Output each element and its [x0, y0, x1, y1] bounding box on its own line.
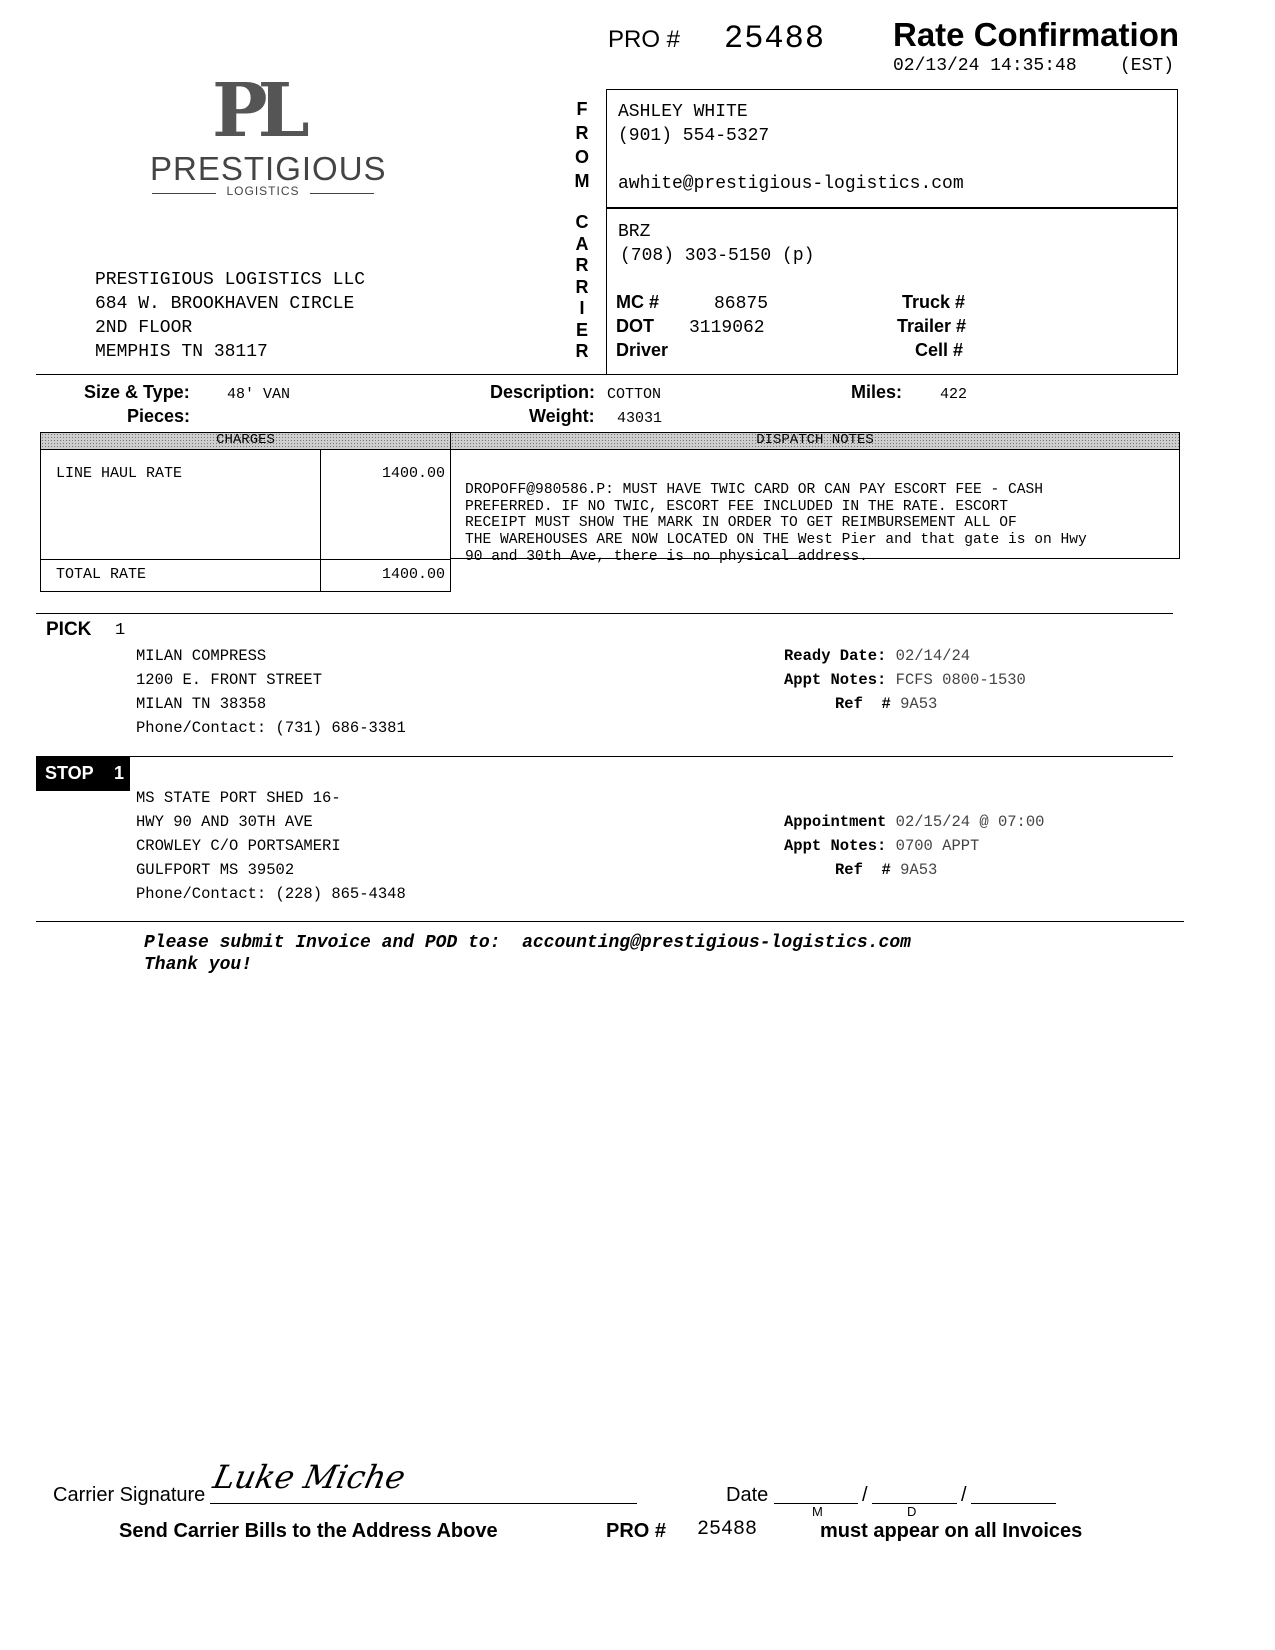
from-phone: (901) 554-5327	[618, 126, 770, 146]
pick-appt-notes-value: FCFS 0800-1530	[895, 671, 1026, 689]
line-haul-label-cell	[40, 449, 321, 560]
invoice-instructions-prefix: Please submit Invoice and POD to:	[144, 933, 501, 953]
cell-label: Cell #	[915, 340, 964, 360]
charges-header: CHARGES	[40, 432, 451, 450]
stop-line: MS STATE PORT SHED 16-	[136, 789, 341, 807]
dispatch-note-line: PREFERRED. IF NO TWIC, ESCORT FEE INCLUDED IN THE RATE. ESCORT	[465, 498, 1008, 515]
stop-badge	[36, 757, 130, 791]
stop-line: HWY 90 AND 30TH AVE	[136, 813, 313, 831]
date-label: Date	[726, 1484, 769, 1506]
pick-divider	[36, 613, 1173, 614]
stop-divider	[36, 756, 1173, 757]
carrier-box	[606, 207, 1178, 375]
total-rate-amount-cell	[320, 559, 451, 592]
weight-label: Weight:	[529, 406, 595, 426]
company-name: PRESTIGIOUS LOGISTICS LLC	[95, 270, 366, 290]
company-city-state-zip: MEMPHIS TN 38117	[95, 342, 268, 362]
pick-line: MILAN TN 38358	[136, 695, 267, 713]
company-address-line1: 684 W. BROOKHAVEN CIRCLE	[95, 294, 355, 314]
carrier-signature-label: Carrier Signature	[53, 1484, 206, 1506]
stop-line: GULFPORT MS 39502	[136, 861, 295, 879]
dot-number: 3119062	[689, 318, 765, 338]
logo-mark: PL	[212, 68, 300, 154]
total-rate-label-cell	[40, 559, 321, 592]
stop-appt-notes-value: 0700 APPT	[895, 837, 980, 855]
size-type-label: Size & Type:	[84, 382, 190, 402]
stop-details	[784, 810, 1044, 882]
pick-ref-label: Ref #	[835, 695, 891, 713]
pick-line: MILAN COMPRESS	[136, 647, 267, 665]
pro-number: 25488	[724, 20, 826, 57]
company-logo	[150, 68, 387, 200]
company-address-line2: 2ND FLOOR	[95, 318, 193, 338]
line-haul-amount-cell	[320, 449, 451, 560]
date-sep: /	[862, 1484, 868, 1506]
date-year-line[interactable]	[971, 1503, 1056, 1504]
stop-line: Phone/Contact: (228) 865-4348	[136, 885, 406, 903]
truck-label: Truck #	[902, 292, 966, 312]
stop-appt-notes-label: Appt Notes:	[784, 837, 887, 855]
weight-value: 43031	[617, 410, 663, 427]
carrier-label: C A R R I E R	[575, 212, 589, 361]
total-rate-label: TOTAL RATE	[56, 566, 147, 583]
dot-label: DOT	[616, 316, 654, 336]
thank-you: Thank you!	[144, 955, 253, 975]
logo-sub: LOGISTICS	[226, 184, 300, 198]
driver-label: Driver	[616, 340, 669, 360]
dispatch-note-line: THE WAREHOUSES ARE NOW LOCATED ON THE West Pier and that gate is on Hwy	[465, 532, 1087, 549]
pro-label: PRO #	[608, 26, 681, 53]
total-rate-amount: 1400.00	[381, 566, 445, 583]
trailer-label: Trailer #	[897, 316, 967, 336]
stop-number: 1	[114, 763, 125, 783]
pieces-label: Pieces:	[127, 406, 191, 426]
timestamp: 02/13/24 14:35:48	[893, 56, 1077, 76]
appointment-value: 02/15/24 @ 07:00	[895, 813, 1045, 831]
miles-value: 422	[940, 386, 968, 403]
pick-details	[784, 644, 1026, 716]
ready-date-label: Ready Date:	[784, 647, 887, 665]
pick-label: PICK	[46, 619, 92, 640]
header-divider	[36, 374, 1178, 375]
description-label: Description:	[490, 382, 596, 402]
description-value: COTTON	[607, 386, 662, 403]
document-title: Rate Confirmation	[893, 16, 1180, 53]
stop-ref-value: 9A53	[900, 861, 938, 879]
timezone: (EST)	[1120, 56, 1175, 76]
pick-ref-value: 9A53	[900, 695, 938, 713]
must-appear-note: must appear on all Invoices	[820, 1520, 1083, 1542]
logo-name: PRESTIGIOUS	[150, 150, 387, 187]
from-name: ASHLEY WHITE	[618, 102, 748, 122]
dispatch-note-line: 90 and 30th Ave, there is no physical address.	[465, 548, 868, 565]
miles-label: Miles:	[851, 382, 903, 402]
pick-line: 1200 E. FRONT STREET	[136, 671, 323, 689]
carrier-name: BRZ	[618, 222, 651, 242]
company-address	[95, 268, 365, 364]
dispatch-notes-text	[465, 465, 1087, 599]
appointment-label: Appointment	[784, 813, 887, 831]
month-hint: M	[812, 1504, 823, 1519]
from-email: awhite@prestigious-logistics.com	[618, 174, 964, 194]
ready-date-value: 02/14/24	[895, 647, 971, 665]
carrier-signature-image: Luke Miche	[209, 1458, 409, 1496]
line-haul-label: LINE HAUL RATE	[56, 465, 183, 482]
accounting-email[interactable]: accounting@prestigious-logistics.com	[522, 933, 911, 953]
invoice-instructions	[144, 932, 911, 976]
pick-line: Phone/Contact: (731) 686-3381	[136, 719, 406, 737]
from-box	[606, 89, 1178, 209]
stop-label: STOP	[45, 763, 94, 783]
mc-number: 86875	[714, 294, 769, 314]
carrier-phone: (708) 303-5150 (p)	[620, 246, 815, 266]
from-label: F R O M	[574, 99, 590, 191]
dispatch-note-line: DROPOFF@980586.P: MUST HAVE TWIC CARD OR CAN PAY ESCORT FEE - CASH	[465, 481, 1044, 498]
send-bills-note: Send Carrier Bills to the Address Above	[119, 1520, 498, 1542]
stop-address	[136, 786, 406, 906]
carrier-signature-line[interactable]	[210, 1503, 637, 1504]
dispatch-note-line: RECEIPT MUST SHOW THE MARK IN ORDER TO GET REIMBURSEMENT ALL OF	[465, 515, 1017, 532]
stops-end-divider	[36, 921, 1184, 922]
pick-address	[136, 644, 406, 740]
bottom-pro-number: 25488	[697, 1518, 758, 1541]
dispatch-notes-header: DISPATCH NOTES	[450, 432, 1180, 450]
date-sep: /	[961, 1484, 967, 1506]
dispatch-notes-cell	[450, 449, 1180, 565]
stop-line: CROWLEY C/O PORTSAMERI	[136, 837, 341, 855]
line-haul-amount: 1400.00	[381, 465, 445, 482]
bottom-pro-label: PRO #	[606, 1520, 667, 1542]
stop-ref-label: Ref #	[835, 861, 891, 879]
size-type-value: 48' VAN	[227, 386, 291, 403]
pick-appt-notes-label: Appt Notes:	[784, 671, 887, 689]
day-hint: D	[907, 1504, 917, 1519]
pick-number: 1	[115, 621, 126, 640]
mc-label: MC #	[616, 292, 660, 312]
